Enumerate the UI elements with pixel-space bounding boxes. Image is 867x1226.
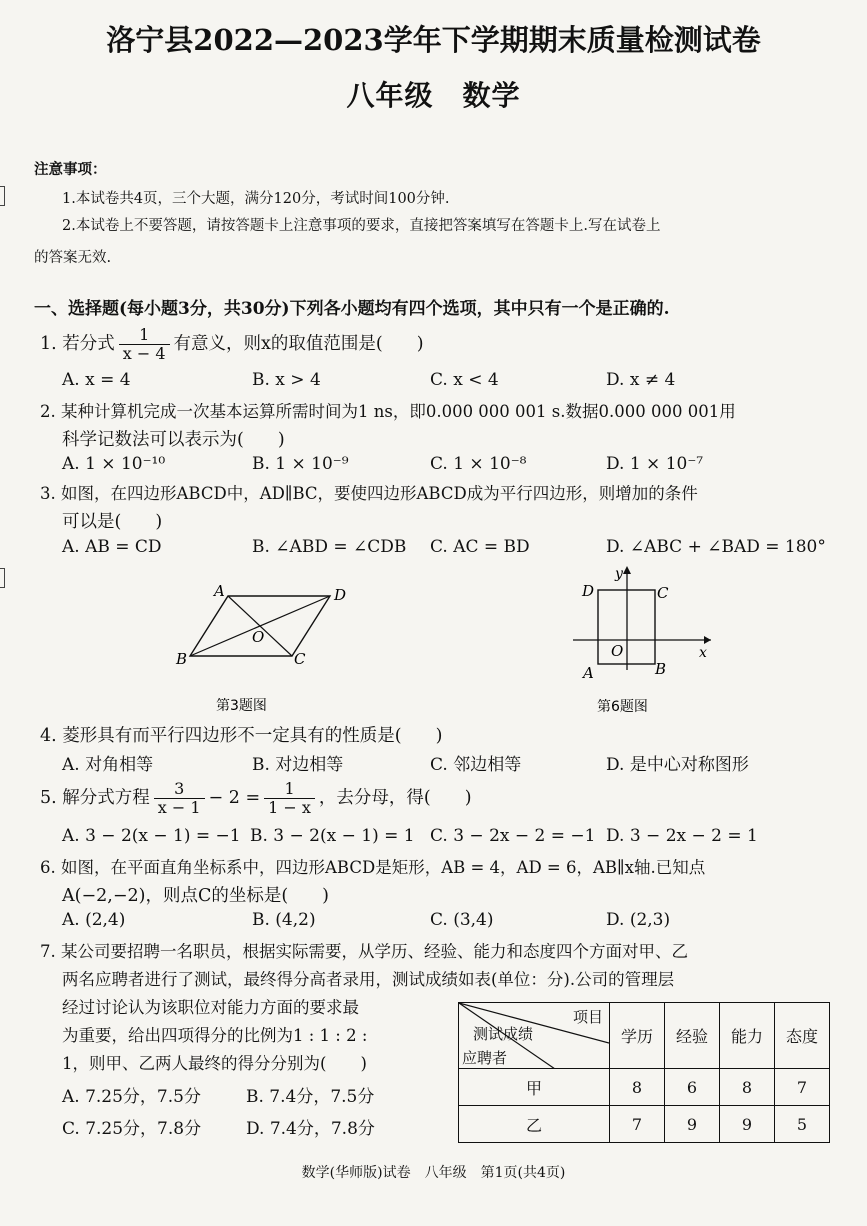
q5-option-d: D. 3 − 2x − 2 = 1: [606, 826, 758, 846]
q4-option-c: C. 邻边相等: [430, 755, 522, 775]
table-corner-cell: [459, 1003, 610, 1069]
label-d: D: [334, 586, 347, 604]
q5-option-b: B. 3 − 2(x − 1) = 1: [250, 826, 415, 846]
fraction: $\frac{1}{1 - x}$: [264, 780, 315, 817]
score-cell: 9: [665, 1106, 720, 1143]
margin-mark: [0, 568, 5, 588]
question-3-line-1: 3. 如图，在四边形ABCD中，AD∥BC，要使四边形ABCD成为平行四边形，则增加的条件: [40, 484, 698, 503]
table-header: 经验: [665, 1003, 720, 1069]
label-c: C: [294, 650, 306, 668]
score-cell: 8: [720, 1069, 775, 1106]
row-name: 乙: [459, 1106, 610, 1143]
label-o: O: [611, 642, 624, 660]
question-7-line-3: 经过讨论认为该职位对能力方面的要求最: [62, 998, 359, 1017]
q3-option-b: B. ∠ABD = ∠CDB: [252, 537, 407, 557]
q1-option-b: B. x > 4: [252, 370, 321, 390]
q3-option-c: C. AC = BD: [430, 537, 530, 557]
question-6-line-1: 6. 如图，在平面直角坐标系中，四边形ABCD是矩形，AB = 4，AD = 6，AB∥x轴.已知点: [40, 858, 706, 877]
q3-option-a: A. AB = CD: [62, 537, 162, 557]
score-cell: 7: [610, 1106, 665, 1143]
exam-subtitle: 八年级 数学: [346, 79, 521, 112]
corner-label-mid: 测试成绩: [473, 1025, 534, 1043]
label-y: y: [615, 566, 623, 582]
corner-label-top: 项目: [572, 1008, 603, 1026]
figure-3-caption: 第3题图: [216, 698, 267, 714]
margin-mark: [0, 186, 5, 206]
exam-title: 洛宁县2022—2023学年下学期期末质量检测试卷: [106, 23, 761, 57]
section-heading: 一、选择题(每小题3分，共30分)下列各小题均有四个选项，其中只有一个是正确的.: [34, 299, 670, 319]
q6-option-a: A. (2,4): [62, 910, 126, 930]
q4-option-d: D. 是中心对称图形: [606, 755, 749, 775]
q6-option-b: B. (4,2): [252, 910, 316, 930]
q7-option-b: B. 7.4分，7.5分: [246, 1087, 375, 1107]
question-7-line-2: 两名应聘者进行了测试，最终得分高者录用，测试成绩如表(单位：分).公司的管理层: [62, 970, 675, 989]
question-2-line-1: 2. 某种计算机完成一次基本运算所需时间为1 ns，即0.000 000 001 s.数据0.000 000 001用: [40, 402, 736, 421]
q1-option-d: D. x ≠ 4: [606, 370, 676, 390]
q1-option-c: C. x < 4: [430, 370, 499, 390]
label-b: B: [176, 650, 188, 668]
question-7-line-5: 1，则甲、乙两人最终的得分分别为( ): [62, 1054, 367, 1073]
score-cell: 6: [665, 1069, 720, 1106]
q1-option-a: A. x = 4: [62, 370, 131, 390]
figure-6-coordinate-rectangle: [565, 560, 725, 720]
label-x: x: [699, 645, 707, 661]
figure-3-parallelogram: [170, 576, 360, 716]
q2-option-d: D. 1 × 10⁻⁷: [606, 454, 704, 474]
q6-option-c: C. (3,4): [430, 910, 494, 930]
label-c: C: [657, 584, 669, 602]
q2-option-a: A. 1 × 10⁻¹⁰: [62, 454, 166, 474]
q2-option-b: B. 1 × 10⁻⁹: [252, 454, 349, 474]
q5-option-c: C. 3 − 2x − 2 = −1: [430, 826, 596, 846]
corner-label-bottom: 应聘者: [462, 1049, 508, 1067]
score-cell: 9: [720, 1106, 775, 1143]
question-3-line-2: 可以是( ): [62, 512, 163, 532]
question-2-line-2: 科学记数法可以表示为( ): [62, 430, 285, 450]
table-row: [459, 1069, 830, 1106]
table-header: 态度: [775, 1003, 830, 1069]
notes-heading: 注意事项：: [34, 161, 107, 178]
q5-option-a: A. 3 − 2(x − 1) = −1: [62, 826, 241, 846]
question-6-line-2: A(−2,−2)，则点C的坐标是( ): [62, 886, 329, 906]
label-o: O: [252, 628, 265, 646]
score-table: [458, 1002, 830, 1143]
label-a: A: [214, 582, 225, 600]
q4-option-b: B. 对边相等: [252, 755, 344, 775]
page-footer: 数学(华师版)试卷 八年级 第1页(共4页): [301, 1165, 566, 1181]
score-cell: 5: [775, 1106, 830, 1143]
row-name: 甲: [459, 1069, 610, 1106]
question-4-stem: 4. 菱形具有而平行四边形不一定具有的性质是( ): [40, 726, 443, 746]
question-7-line-4: 为重要，给出四项得分的比例为1 : 1 : 2 :: [62, 1026, 368, 1045]
score-cell: 8: [610, 1069, 665, 1106]
table-header: 能力: [720, 1003, 775, 1069]
label-d: D: [582, 582, 595, 600]
q4-option-a: A. 对角相等: [62, 755, 154, 775]
question-7-line-1: 7. 某公司要招聘一名职员，根据实际需要，从学历、经验、能力和态度四个方面对甲、乙: [40, 942, 688, 961]
fraction: $\frac{1}{x - 4}$: [119, 326, 170, 363]
fraction: $\frac{3}{x - 1}$: [154, 780, 205, 817]
question-5-stem: 5. 解分式方程 $\frac{3}{x - 1}$ − 2 = $\frac{1}{1 - x}$ ，去分母，得( ): [40, 779, 472, 817]
q7-option-c: C. 7.25分，7.8分: [62, 1119, 202, 1139]
q7-option-a: A. 7.25分，7.5分: [62, 1087, 201, 1107]
label-b: B: [655, 660, 667, 678]
q6-option-d: D. (2,3): [606, 910, 671, 930]
notes-line-2-cont: 的答案无效.: [34, 250, 112, 266]
question-1-stem: 1. 若分式 $\frac{1}{x - 4}$ 有意义，则x的取值范围是( ): [40, 325, 424, 363]
table-header: 学历: [610, 1003, 665, 1069]
label-a: A: [583, 664, 594, 682]
q2-option-c: C. 1 × 10⁻⁸: [430, 454, 527, 474]
q7-option-d: D. 7.4分，7.8分: [246, 1119, 375, 1139]
score-cell: 7: [775, 1069, 830, 1106]
table-row: [459, 1106, 830, 1143]
notes-line-1: 1.本试卷共4页，三个大题，满分120分，考试时间100分钟.: [62, 191, 450, 207]
notes-line-2: 2.本试卷上不要答题，请按答题卡上注意事项的要求，直接把答案填写在答题卡上.写在试卷上: [62, 218, 661, 234]
figure-6-caption: 第6题图: [597, 699, 648, 715]
q3-option-d: D. ∠ABC + ∠BAD = 180°: [606, 537, 826, 557]
